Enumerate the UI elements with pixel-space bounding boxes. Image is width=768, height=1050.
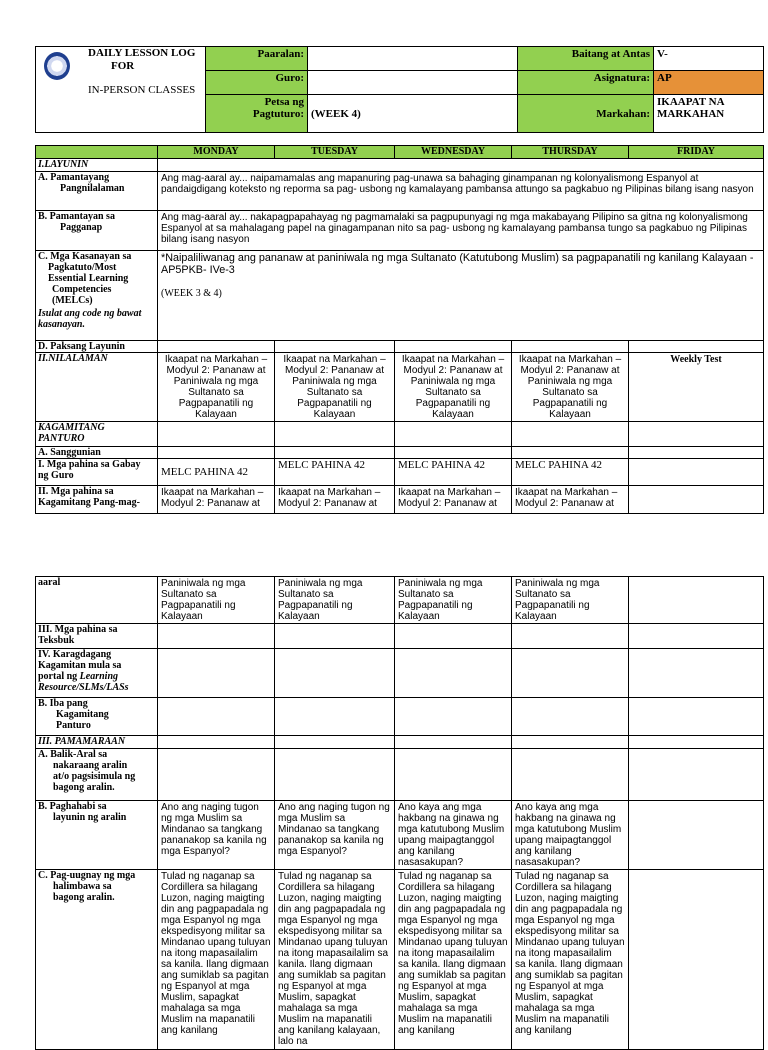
kagamitang-mon: Ikaapat na Markahan – Modyul 2: Pananaw at xyxy=(158,486,275,514)
pagganap-label-2: Pagganap xyxy=(60,222,103,233)
deped-seal-icon xyxy=(44,52,70,80)
pag-uugnay-tue: Tulad ng naganap sa Cordillera sa hilagang Luzon, naging maigting din ang pagpapadala ng mga Espanyol ng mga ekspedisyong militar sa Mindanao upang tuluyan na itong mapasailalim sa kanila. Ilang digmaan ang sumiklab sa pagitan ng Espanyol at mga Muslim, sapagkat mahalaga sa mga Muslim na mapanatili ang kanilang kalayaan, lalo na xyxy=(275,870,395,1050)
gabay-label-1: I. Mga pahina sa Gabay xyxy=(38,459,141,470)
pamantayang-label xyxy=(36,172,158,211)
iba-mon xyxy=(158,698,275,736)
kagamitang-thu: Ikaapat na Markahan – Modyul 2: Pananaw at xyxy=(512,486,629,514)
petsa-value: (WEEK 4) xyxy=(311,107,361,120)
paghahabi-fri xyxy=(629,801,764,870)
header-title-line1: DAILY LESSON LOG xyxy=(88,47,196,59)
iba-thu xyxy=(512,698,629,736)
karagdagan-label-4: Resource/SLMs/LASs xyxy=(38,682,129,693)
karagdagan-label-1: IV. Karagdagang xyxy=(38,649,112,660)
balik-tue xyxy=(275,749,395,801)
pam-wed xyxy=(395,736,512,749)
iba-pang-label xyxy=(36,698,158,736)
pagganap-label-1: B. Pamantayan sa xyxy=(38,211,115,222)
pag-uugnay-mon: Tulad ng naganap sa Cordillera sa hilagang Luzon, naging maigting din ang pagpapadala ng mga Espanyol ng mga ekspedisyong militar sa Mindanao upang tuluyan na itong mapasailalim sa kanila. Ilang digmaan ang sumiklab sa pagitan ng Espanyol at mga Muslim, sapagkat mahalaga sa mga Muslim na mapanatili ang kanilang xyxy=(158,870,275,1050)
day-header-wednesday: WEDNESDAY xyxy=(395,146,512,159)
gabay-mon-text: MELC PAHINA 42 xyxy=(161,465,248,478)
pag-uugnay-3: bagong aralin. xyxy=(53,892,115,903)
balik-aral-2: nakaraang aralin xyxy=(53,760,128,771)
markahan-label-text: Markahan: xyxy=(596,107,650,120)
paksang-mon xyxy=(158,341,275,353)
kagamitang-pangmag-aaral-label xyxy=(36,486,158,514)
paksang-thu xyxy=(512,341,629,353)
header-title-line2: FOR xyxy=(111,60,135,72)
kagamitang-wed: Ikaapat na Markahan – Modyul 2: Pananaw at xyxy=(395,486,512,514)
teksbuk-label-1: III. Mga pahina sa xyxy=(38,624,118,635)
pag-uugnay-wed: Tulad ng naganap sa Cordillera sa hilagang Luzon, naging maigting din ang pagpapadala ng mga Espanyol ng mga ekspedisyong militar sa Mindanao upang tuluyan na itong mapasailalim sa kanila. Ilang digmaan ang sumiklab sa pagitan ng Espanyol at mga Muslim, sapagkat mahalaga sa mga Muslim na mapanatili ang kanilang xyxy=(395,870,512,1050)
karagdagan-fri xyxy=(629,649,764,698)
balik-thu xyxy=(512,749,629,801)
layunin-heading: I.LAYUNIN xyxy=(36,159,158,172)
baitang-field[interactable]: V- xyxy=(654,47,764,71)
melc-label-5: (MELCs) xyxy=(52,295,93,306)
day-header-tuesday: TUESDAY xyxy=(275,146,395,159)
paghahabi-mon: Ano ang naging tugon ng mga Muslim sa Mindanao sa tangkang pananakop sa kanila ng mga Espanyol? xyxy=(158,801,275,870)
teksbuk-label-2: Teksbuk xyxy=(38,635,75,646)
pagganap-text: Ang mag-aaral ay... nakapagpapahayag ng pagmamalaki sa pagpupunyagi ng mga makabayang Pilipino sa gitna ng kolonyalismong Espanyol at sa mahalagang papel na ginagampanan nito sa pag- usbong ng kamalayang pambansa tungo sa pagkabuo ng Pilipinas bilang isang nasyon xyxy=(158,211,764,251)
teksbuk-thu xyxy=(512,624,629,649)
sanggunian-tue xyxy=(275,447,395,459)
header-title-line3: IN-PERSON CLASSES xyxy=(88,84,196,96)
melc-cell xyxy=(158,251,764,341)
day-header-blank xyxy=(36,146,158,159)
nilalaman-tue: Ikaapat na Markahan – Modyul 2: Pananaw at Paniniwala ng mga Sultanato sa Pagpapanatili ng Kalayaan xyxy=(275,353,395,422)
layunin-empty xyxy=(158,159,764,172)
iba-label-2: Kagamitang xyxy=(56,709,109,720)
sanggunian-mon xyxy=(158,447,275,459)
sanggunian-wed xyxy=(395,447,512,459)
paghahabi-label xyxy=(36,801,158,870)
kagamitang-cont-tue: Paniniwala ng mga Sultanato sa Pagpapanatili ng Kalayaan xyxy=(275,577,395,624)
kagamitang-cont-wed: Paniniwala ng mga Sultanato sa Pagpapanatili ng Kalayaan xyxy=(395,577,512,624)
guro-label: Guro: xyxy=(206,71,308,95)
teksbuk-fri xyxy=(629,624,764,649)
paghahabi-2: layunin ng aralin xyxy=(53,812,127,823)
paaralan-field[interactable] xyxy=(308,47,518,71)
iba-fri xyxy=(629,698,764,736)
pam-fri xyxy=(629,736,764,749)
gabay-fri xyxy=(629,459,764,486)
sanggunian-label: A. Sanggunian xyxy=(36,447,158,459)
pam-mon xyxy=(158,736,275,749)
kagamitan-wed xyxy=(395,422,512,447)
kagamitan-heading-1: KAGAMITANG xyxy=(38,422,105,433)
teksbuk-tue xyxy=(275,624,395,649)
melc-text: *Naipaliliwanag ang pananaw at paniniwala ng mga Sultanato (Katutubong Muslim) sa pagpapanatili ng kanilang Kalayaan - AP5PKB- IVe-3 xyxy=(161,252,754,276)
asignatura-field[interactable]: AP xyxy=(654,71,764,95)
iba-tue xyxy=(275,698,395,736)
teksbuk-wed xyxy=(395,624,512,649)
pamantayan-pagganap-label xyxy=(36,211,158,251)
paksang-wed xyxy=(395,341,512,353)
paksang-layunin-label: D. Paksang Layunin xyxy=(36,341,158,353)
petsa-label-1: Petsa ng xyxy=(264,96,304,108)
karagdagan-wed xyxy=(395,649,512,698)
day-header-thursday: THURSDAY xyxy=(512,146,629,159)
nilalaman-mon: Ikaapat na Markahan – Modyul 2: Pananaw at Paniniwala ng mga Sultanato sa Pagpapanatili ng Kalayaan xyxy=(158,353,275,422)
melc-label-3: Essential Learning xyxy=(48,273,129,284)
paghahabi-tue: Ano ang naging tugon ng mga Muslim sa Mindanao sa tangkang pananakop sa kanila ng mga Espanyol? xyxy=(275,801,395,870)
petsa-label xyxy=(206,95,308,133)
aaral-label-cont: aaral xyxy=(36,577,158,624)
markahan-field[interactable] xyxy=(654,95,764,133)
nilalaman-heading: II.NILALAMAN xyxy=(36,353,158,422)
balik-aral-3: at/o pagsisimula ng xyxy=(53,771,136,782)
kagamitang-label-1: II. Mga pahina sa xyxy=(38,486,114,497)
karagdagan-label-2: Kagamitan mula sa xyxy=(38,660,122,671)
nilalaman-fri: Weekly Test xyxy=(629,353,764,422)
karagdagan-label-3 xyxy=(38,671,155,682)
guro-field[interactable] xyxy=(308,71,518,95)
kagamitan-thu xyxy=(512,422,629,447)
baitang-label: Baitang at Antas xyxy=(518,47,654,71)
paghahabi-wed: Ano kaya ang mga hakbang na ginawa ng mga katutubong Muslim upang maipagtanggol ang kanilang nasasakupan? xyxy=(395,801,512,870)
nilalaman-wed: Ikaapat na Markahan – Modyul 2: Pananaw at Paniniwala ng mga Sultanato sa Pagpapanatili ng Kalayaan xyxy=(395,353,512,422)
paksang-tue xyxy=(275,341,395,353)
melc-label-note: Isulat ang code ng bawat kasanayan. xyxy=(38,308,142,330)
kagamitang-cont-thu: Paniniwala ng mga Sultanato sa Pagpapanatili ng Kalayaan xyxy=(512,577,629,624)
balik-fri xyxy=(629,749,764,801)
gabay-thu: MELC PAHINA 42 xyxy=(512,459,629,486)
pam-tue xyxy=(275,736,395,749)
melc-week: (WEEK 3 & 4) xyxy=(161,288,222,299)
paghahabi-thu: Ano kaya ang mga hakbang na ginawa ng mga katutubong Muslim upang maipagtanggol ang kanilang nasasakupan? xyxy=(512,801,629,870)
pamantayang-label-2: Pangnilalaman xyxy=(60,183,125,194)
iba-label-1: B. Iba pang xyxy=(38,698,88,709)
kagamitang-label-2: Kagamitang Pang-mag- xyxy=(38,497,140,508)
kagamitan-tue xyxy=(275,422,395,447)
balik-aral-label xyxy=(36,749,158,801)
melc-label-1: C. Mga Kasanayan sa xyxy=(38,251,132,262)
gabay-mon xyxy=(158,459,275,486)
pag-uugnay-thu: Tulad ng naganap sa Cordillera sa hilagang Luzon, naging maigting din ang pagpapadala ng mga Espanyol ng mga ekspedisyong militar sa Mindanao upang tuluyan na itong mapasailalim sa kanila. Ilang digmaan ang sumiklab sa pagitan ng Espanyol at mga Muslim, sapagkat mahalaga sa mga Muslim na mapanatili ang kanilang xyxy=(512,870,629,1050)
kagamitan-heading-2: PANTURO xyxy=(38,433,85,444)
kagamitan-fri xyxy=(629,422,764,447)
teksbuk-mon xyxy=(158,624,275,649)
teksbuk-label xyxy=(36,624,158,649)
karagdagan-learning: Learning xyxy=(79,671,119,682)
kagamitan-heading xyxy=(36,422,158,447)
header-table xyxy=(35,46,764,133)
pag-uugnay-2: halimbawa sa xyxy=(53,881,112,892)
pag-uugnay-1: C. Pag-uugnay ng mga xyxy=(38,870,136,881)
paghahabi-1: B. Paghahabi sa xyxy=(38,801,107,812)
asignatura-label: Asignatura: xyxy=(518,71,654,95)
gabay-wed: MELC PAHINA 42 xyxy=(395,459,512,486)
pamantayang-text: Ang mag-aaral ay... naipamamalas ang mapanuring pag-unawa sa bahaging ginampanan ng kolonyalismong Espanyol at pandaigdigang koteksto ng reporma sa pag- usbong ng kamalayang pambansa attungo sa pagkabuo ng Pilipinas bilang isang nasyon xyxy=(158,172,764,211)
pamantayang-label-1: A. Pamantayang xyxy=(38,172,110,183)
karagdagan-thu xyxy=(512,649,629,698)
pag-uugnay-fri xyxy=(629,870,764,1050)
kagamitang-cont-mon: Paniniwala ng mga Sultanato sa Pagpapanatili ng Kalayaan xyxy=(158,577,275,624)
day-header-monday: MONDAY xyxy=(158,146,275,159)
balik-aral-1: A. Balik-Aral sa xyxy=(38,749,108,760)
kagamitang-fri xyxy=(629,486,764,514)
melc-label-2: Pagkatuto/Most xyxy=(48,262,117,273)
balik-wed xyxy=(395,749,512,801)
kagamitang-tue: Ikaapat na Markahan – Modyul 2: Pananaw at xyxy=(275,486,395,514)
petsa-label-2: Pagtuturo: xyxy=(252,108,304,120)
markahan-value-2: MARKAHAN xyxy=(657,108,725,120)
day-header-friday: FRIDAY xyxy=(629,146,764,159)
sanggunian-fri xyxy=(629,447,764,459)
markahan-value-1: IKAAPAT NA xyxy=(657,96,725,108)
petsa-field[interactable] xyxy=(308,95,518,133)
sanggunian-thu xyxy=(512,447,629,459)
balik-aral-4: bagong aralin. xyxy=(53,782,115,793)
iba-wed xyxy=(395,698,512,736)
karagdagan-tue xyxy=(275,649,395,698)
gabay-label xyxy=(36,459,158,486)
kagamitang-cont-fri xyxy=(629,577,764,624)
iba-label-3: Panturo xyxy=(56,720,91,731)
karagdagan-mon xyxy=(158,649,275,698)
gabay-label-2: ng Guro xyxy=(38,470,74,481)
karagdagan-label xyxy=(36,649,158,698)
pam-thu xyxy=(512,736,629,749)
paaralan-label: Paaralan: xyxy=(206,47,308,71)
nilalaman-thu: Ikaapat na Markahan – Modyul 2: Pananaw at Paniniwala ng mga Sultanato sa Pagpapanatili ng Kalayaan xyxy=(512,353,629,422)
paksang-fri xyxy=(629,341,764,353)
balik-mon xyxy=(158,749,275,801)
lesson-table-page2 xyxy=(35,576,764,1050)
karagdagan-portal: portal ng xyxy=(38,671,78,682)
melc-label xyxy=(36,251,158,341)
pamamaraan-heading: III. PAMAMARAAN xyxy=(36,736,158,749)
gabay-tue: MELC PAHINA 42 xyxy=(275,459,395,486)
markahan-label xyxy=(518,95,654,133)
kagamitan-mon xyxy=(158,422,275,447)
melc-label-4: Competencies xyxy=(52,284,112,295)
pag-uugnay-label xyxy=(36,870,158,1050)
header-title-cell xyxy=(36,47,206,133)
lesson-table-page1 xyxy=(35,145,764,514)
